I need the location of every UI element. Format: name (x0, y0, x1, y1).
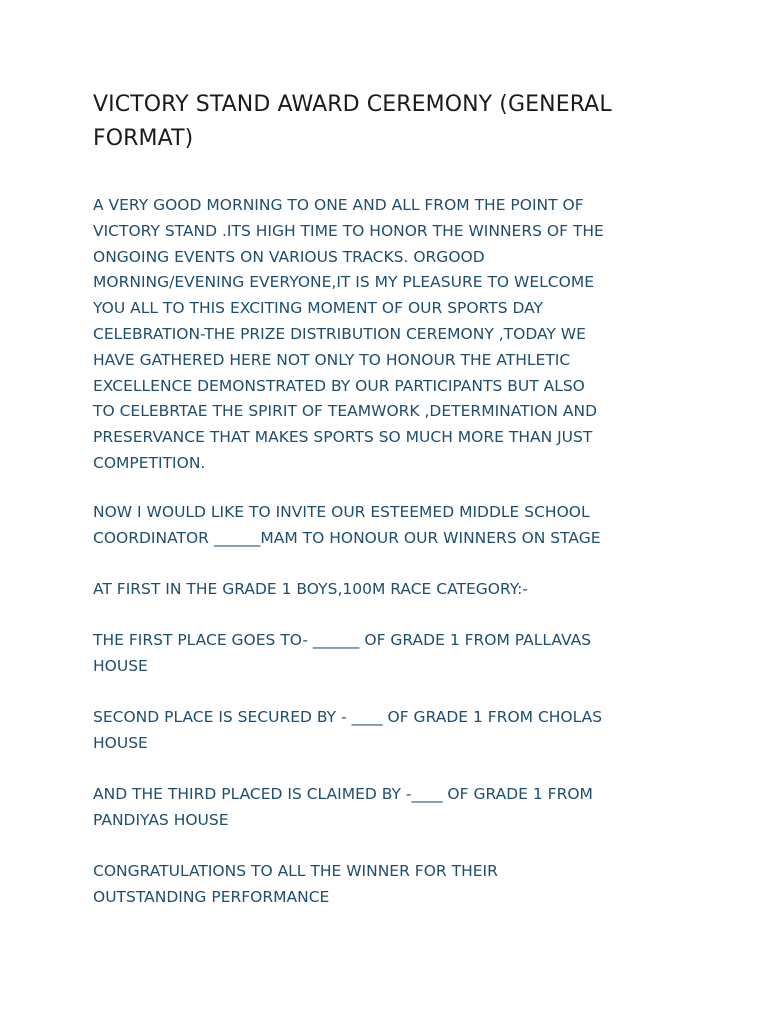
category-paragraph: AT FIRST IN THE GRADE 1 BOYS,100M RACE CATEGORY:- (93, 580, 528, 598)
third-place-paragraph: AND THE THIRD PLACED IS CLAIMED BY -____ OF GRADE 1 FROM PANDIYAS HOUSE (93, 785, 593, 829)
second-place-paragraph: SECOND PLACE IS SECURED BY - ____ OF GRADE 1 FROM CHOLAS HOUSE (93, 708, 603, 752)
congratulations-paragraph: CONGRATULATIONS TO ALL THE WINNER FOR THEIR OUTSTANDING PERFORMANCE (93, 862, 498, 906)
welcome-paragraph: A VERY GOOD MORNING TO ONE AND ALL FROM THE POINT OF VICTORY STAND .ITS HIGH TIME TO HONOR THE WINNERS OF THE ONGOING EVENTS ON VARIOUS TRACKS. ORGOOD MORNING/EVENING EVERYONE,IT IS MY PLEASURE TO WELCOME YOU ALL TO THIS EXCITING MOMENT OF OUR SPORTS DAY CELEBRATION-THE PRIZE DISTRIBUTION CEREMONY ,TODAY WE HAVE GATHERED HERE NOT ONLY TO HONOUR THE ATHLETIC EXCELLENCE DEMONSTRATED BY OUR PARTICIPANTS BUT ALSO TO CELEBRTAE THE SPIRIT OF TEAMWORK ,DETERMINATION AND PRESERVANCE THAT MAKES SPORTS SO MUCH MORE THAN JUST COMPETITION. (93, 196, 604, 472)
first-place-paragraph: THE FIRST PLACE GOES TO- ______ OF GRADE 1 FROM PALLAVAS HOUSE (93, 631, 592, 675)
document-title: VICTORY STAND AWARD CEREMONY (GENERAL FORMAT) (93, 92, 612, 151)
invite-coordinator-paragraph: NOW I WOULD LIKE TO INVITE OUR ESTEEMED MIDDLE SCHOOL COORDINATOR ______MAM TO HONOUR OUR WINNERS ON STAGE (93, 503, 601, 547)
